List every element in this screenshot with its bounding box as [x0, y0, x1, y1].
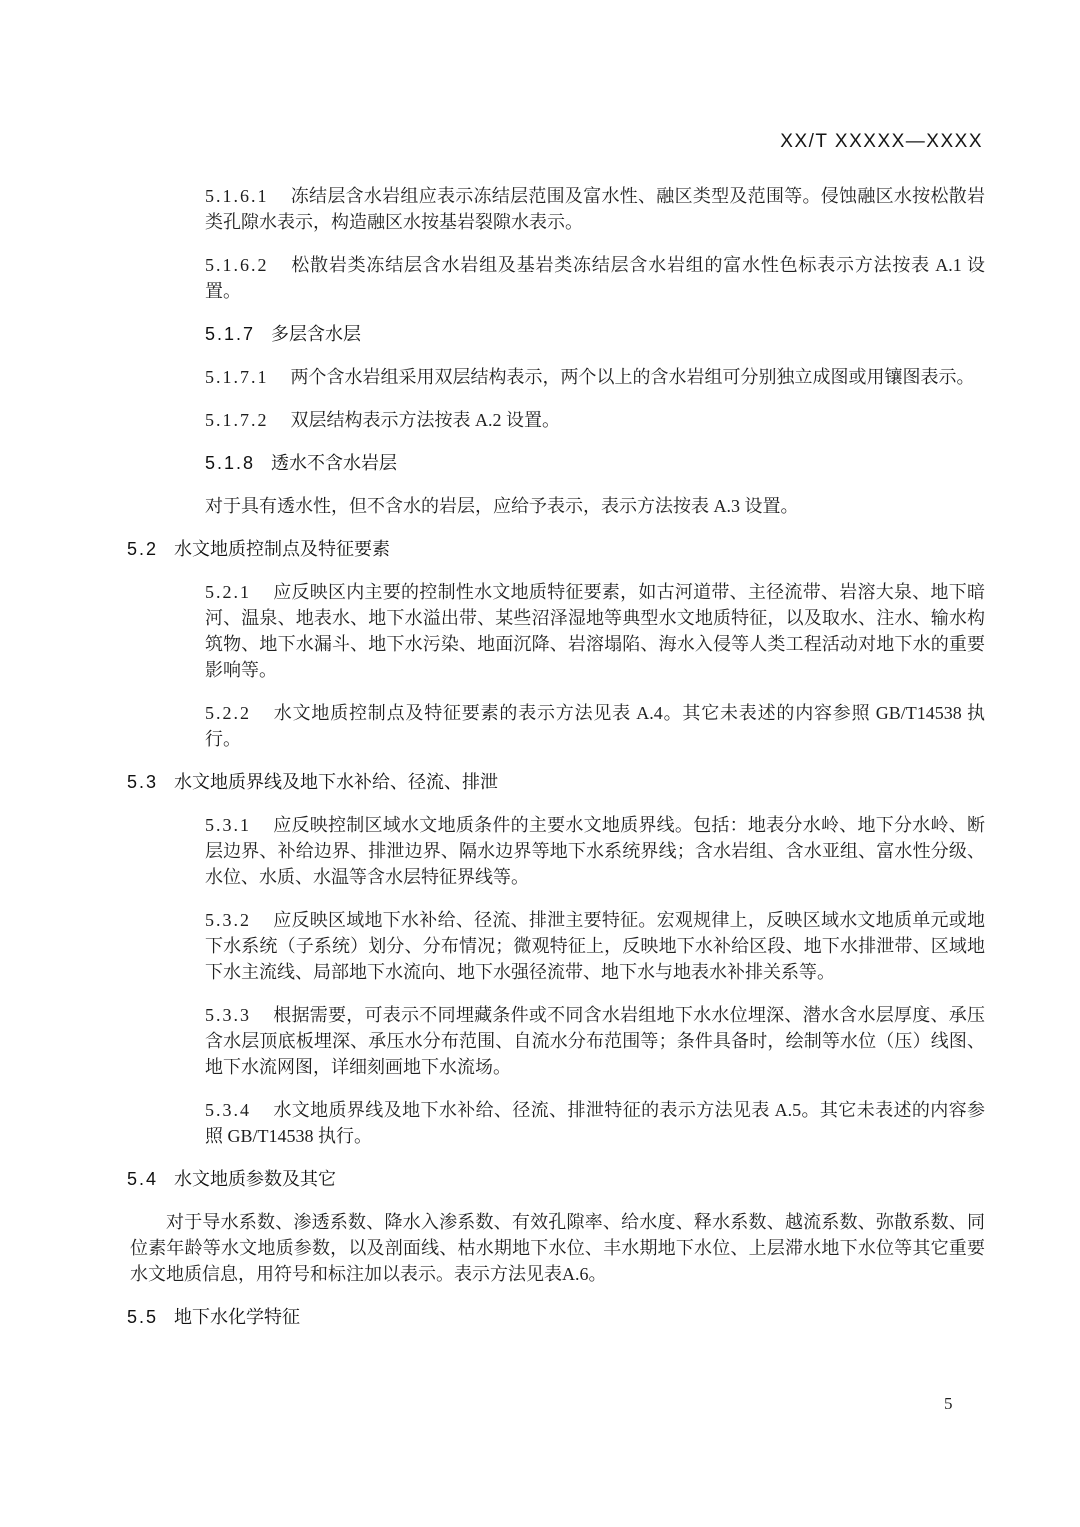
section-title: 水文地质控制点及特征要素 — [174, 539, 391, 559]
clause-text: 应反映控制区域水文地质条件的主要水文地质界线。包括：地表分水岭、地下分水岭、断层边界、补给边界、排泄边界、隔水边界等地下水系统界线；含水岩组、含水亚组、富水性分级、水位、水质、水温等含水层特征界线等。 — [205, 815, 985, 887]
section-title: 水文地质参数及其它 — [174, 1169, 337, 1189]
clause-text: 冻结层含水岩组应表示冻结层范围及富水性、融区类型及范围等。侵蚀融区水按松散岩类孔隙水表示，构造融区水按基岩裂隙水表示。 — [205, 186, 985, 232]
clause-5-3-1 — [205, 812, 985, 890]
section-title: 水文地质界线及地下水补给、径流、排泄 — [174, 772, 499, 792]
paragraph-5-4-body: 对于导水系数、渗透系数、降水入渗系数、有效孔隙率、给水度、释水系数、越流系数、弥散系数、同位素年龄等水文地质参数，以及剖面线、枯水期地下水位、丰水期地下水位、上层滞水地下水位等其它重要水文地质信息，用符号和标注加以表示。表示方法见表A.6。 — [130, 1212, 985, 1284]
clause-number: 5.1.6.2 — [205, 255, 269, 275]
clause-text: 水文地质界线及地下水补给、径流、排泄特征的表示方法见表 A.5。其它未表述的内容参照 GB/T14538 执行。 — [205, 1100, 985, 1146]
section-number: 5.1.8 — [205, 453, 256, 473]
clause-text: 水文地质控制点及特征要素的表示方法见表 A.4。其它未表述的内容参照 GB/T14538 执行。 — [205, 703, 985, 749]
section-number: 5.1.7 — [205, 324, 256, 344]
paragraph-5-1-8-body: 对于具有透水性，但不含水的岩层，应给予表示，表示方法按表 A.3 设置。 — [205, 496, 799, 516]
clause-text: 两个含水岩组采用双层结构表示，两个以上的含水岩组可分别独立成图或用镶图表示。 — [290, 367, 975, 387]
clause-5-1-6-1 — [205, 183, 985, 235]
clause-number: 5.3.2 — [205, 910, 251, 930]
clause-5-2-2 — [205, 700, 985, 752]
document-body — [127, 166, 985, 1330]
clause-5-3-4 — [205, 1097, 985, 1149]
section-number: 5.5 — [127, 1307, 159, 1327]
clause-text: 松散岩类冻结层含水岩组及基岩类冻结层含水岩组的富水性色标表示方法按表 A.1 设置。 — [205, 255, 985, 301]
clause-text: 双层结构表示方法按表 A.2 设置。 — [290, 410, 560, 430]
section-heading-5-3 — [127, 769, 985, 795]
clause-text: 根据需要，可表示不同埋藏条件或不同含水岩组地下水水位埋深、潜水含水层厚度、承压含水层顶底板埋深、承压水分布范围、自流水分布范围等；条件具备时，绘制等水位（压）线图、地下水流网图，详细刻画地下水流场。 — [205, 1005, 985, 1077]
section-heading-5-4 — [127, 1166, 985, 1192]
section-title: 多层含水层 — [271, 324, 362, 344]
clause-5-3-2 — [205, 907, 985, 985]
doc-code-header: XX/T XXXXX—XXXX — [780, 131, 983, 152]
section-title: 透水不含水岩层 — [271, 453, 398, 473]
clause-number: 5.1.7.2 — [205, 410, 269, 430]
section-heading-5-2 — [127, 536, 985, 562]
clause-5-1-7-1 — [205, 364, 985, 390]
section-number: 5.3 — [127, 772, 159, 792]
section-number: 5.2 — [127, 539, 159, 559]
clause-text: 应反映区域地下水补给、径流、排泄主要特征。宏观规律上，反映区域水文地质单元或地下水系统（子系统）划分、分布情况；微观特征上，反映地下水补给区段、地下水排泄带、区域地下水主流线、局部地下水流向、地下水强径流带、地下水与地表水补排关系等。 — [205, 910, 985, 982]
section-heading-5-1-7 — [205, 321, 985, 347]
section-number: 5.4 — [127, 1169, 159, 1189]
clause-number: 5.3.1 — [205, 815, 251, 835]
clause-5-1-7-2 — [205, 407, 985, 433]
page-number: 5 — [944, 1394, 953, 1413]
clause-5-1-6-2 — [205, 252, 985, 304]
clause-number: 5.3.4 — [205, 1100, 251, 1120]
clause-number: 5.3.3 — [205, 1005, 251, 1025]
clause-number: 5.2.2 — [205, 703, 251, 723]
section-heading-5-1-8 — [205, 450, 985, 476]
clause-number: 5.1.7.1 — [205, 367, 269, 387]
section-title: 地下水化学特征 — [174, 1307, 301, 1327]
clause-5-2-1 — [205, 579, 985, 683]
clause-text: 应反映区内主要的控制性水文地质特征要素，如古河道带、主径流带、岩溶大泉、地下暗河、温泉、地表水、地下水溢出带、某些沼泽湿地等典型水文地质特征，以及取水、注水、输水构筑物、地下水漏斗、地下水污染、地面沉降、岩溶塌陷、海水入侵等人类工程活动对地下水的重要影响等。 — [205, 582, 985, 680]
clause-5-3-3 — [205, 1002, 985, 1080]
clause-number: 5.1.6.1 — [205, 186, 269, 206]
section-heading-5-5 — [127, 1304, 985, 1330]
clause-number: 5.2.1 — [205, 582, 251, 602]
